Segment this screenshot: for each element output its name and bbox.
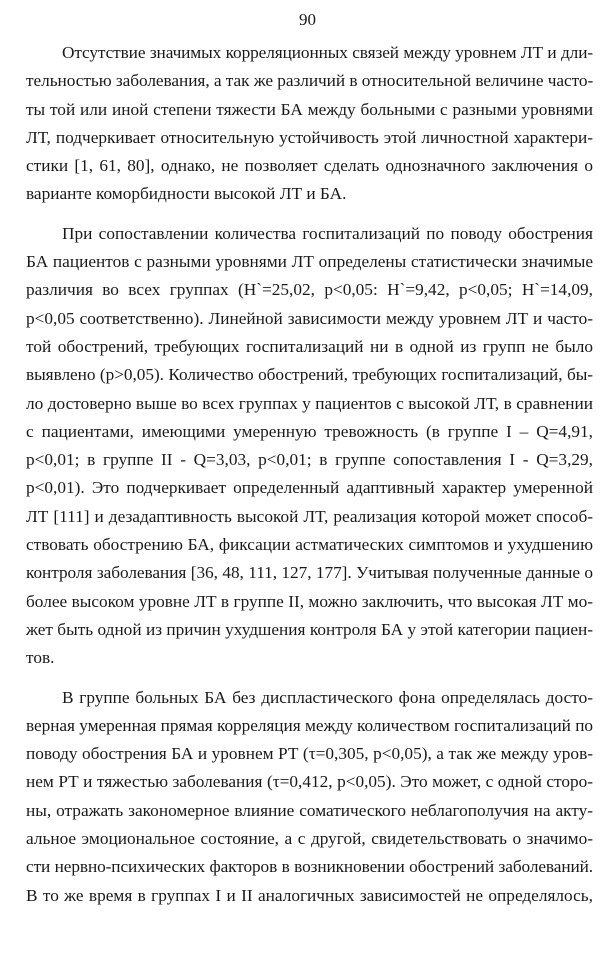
paragraph <box>26 39 593 209</box>
text-line: альное эмоциональное состояние, а с другой, свидетельствовать о значимо- <box>26 829 593 849</box>
text-line: БА пациентов с разными уровнями ЛТ определены статистически значимые <box>26 252 593 272</box>
text-line: ты той или иной степени тяжести БА между больными с разными уровнями <box>26 99 593 119</box>
text-line: p<0,01). Это подчеркивает определенный адаптивный характер умеренной <box>26 478 593 498</box>
text-line: стики [1, 61, 80], однако, не позволяет сделать однозначного заключения о <box>26 156 593 176</box>
text-line: ствовать обострению БА, фиксации астматических симптомов и ухудшению <box>26 535 593 555</box>
text-line: сти нервно-психических факторов в возникновении обострений заболеваний. <box>26 857 593 877</box>
text-line: ЛТ [111] и дезадаптивность высокой ЛТ, реализация которой может способ- <box>26 506 593 526</box>
paragraph <box>26 684 593 910</box>
text-line: Отсутствие значимых корреляционных связей между уровнем ЛТ и дли- <box>62 43 593 62</box>
text-line: поводу обострения БА и уровнем РТ (τ=0,305, p<0,05), а так же между уров- <box>26 744 593 764</box>
text-line: контроля заболевания [36, 48, 111, 127, 177]. Учитывая полученные данные о <box>26 563 593 583</box>
text-line: ло достоверно выше во всех группах у пациентов с высокой ЛТ, в сравнении <box>26 393 593 413</box>
text-line: более высоком уровне ЛТ в группе II, можно заключить, что высокая ЛТ мо- <box>26 591 593 611</box>
text-line: верная умеренная прямая корреляция между количеством госпитализаций по <box>26 715 593 735</box>
document-body <box>26 39 593 910</box>
text-line: При сопоставлении количества госпитализаций по поводу обострения <box>62 223 593 243</box>
paragraph <box>26 220 593 673</box>
text-line: В то же время в группах I и II аналогичных зависимостей не определялось, <box>26 885 593 905</box>
text-line: В группе больных БА без диспластического фона определялась досто- <box>62 687 593 707</box>
text-line: ЛТ, подчеркивает относительную устойчивость этой личностной характери- <box>26 127 593 147</box>
text-line: варианте коморбидности высокой ЛТ и БА. <box>26 184 347 204</box>
text-line: p<0,05 соответственно). Линейной зависимости между уровнем ЛТ и часто- <box>26 308 593 328</box>
page-number: 90 <box>299 10 316 29</box>
text-line: ны, отражать закономерное влияние соматического неблагополучия на акту- <box>26 800 593 820</box>
text-line: выявлено (p>0,05). Количество обострений, требующих госпитализаций, бы- <box>26 365 593 385</box>
text-line: тельностью заболевания, а так же различий в относительной величине часто- <box>26 71 594 91</box>
text-line: жет быть одной из причин ухудшения контроля БА у этой категории пациен- <box>26 619 593 639</box>
text-line: нем РТ и тяжестью заболевания (τ=0,412, p<0,05). Это может, с одной сторо- <box>26 772 593 792</box>
text-line: тов. <box>26 648 55 668</box>
text-line: p<0,01; в группе II - Q=3,03, p<0,01; в группе сопоставления I - Q=3,29, <box>26 450 593 470</box>
text-line: различия во всех группах (H`=25,02, p<0,05: H`=9,42, p<0,05; H`=14,09, <box>26 280 593 300</box>
text-line: той обострений, требующих госпитализаций ни в одной из групп не было <box>26 336 593 356</box>
text-line: с пациентами, имеющими умеренную тревожность (в группе I – Q=4,91, <box>26 421 593 441</box>
